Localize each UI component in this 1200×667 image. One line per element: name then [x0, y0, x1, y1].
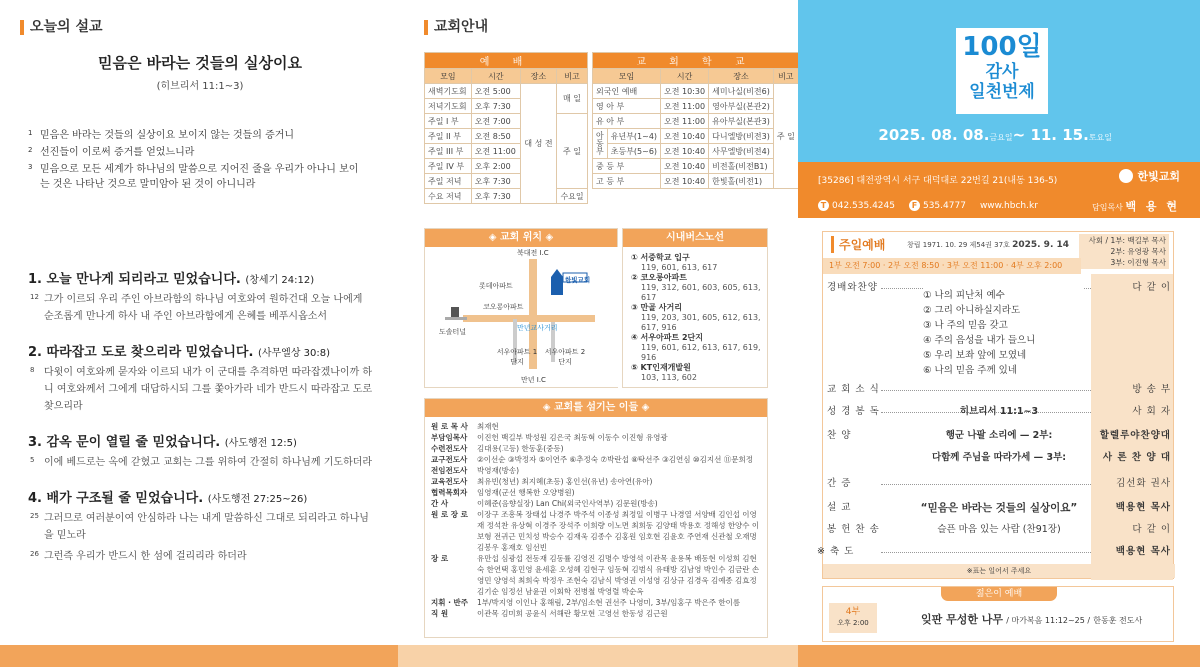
sermon-point: 4. 배가 구조될 줄 믿었습니다. (사도행전 27:25~26) 25 그러므로 여러분이여 안심하라 나는 내게 말씀하신 그대로 되리라고 하나님을 믿노라 26 그런즉 우리가 반드시 한 섬에 걸리리라 하더라 — [28, 491, 369, 562]
hero-line1: 100일 — [962, 32, 1042, 62]
order-row: 다함께 주님을 따라가세 — 3부: 사 론 찬 양 대 — [931, 452, 1171, 463]
youth-worship-box — [822, 586, 1174, 642]
sermon-point: 2. 따라잡고 도로 찾으리라 믿었습니다. (사무엘상 30:8) 8 다윗이 여호와께 묻자와 이르되 내가 이 군대를 추격하면 따라잡겠나이까 하니 여호와께서 그에게 대답하시되 그를 쫓아가라 네가 반드시 따라잡고 도로 찾으리라 — [28, 345, 373, 412]
hero-title-box — [956, 28, 1048, 114]
sermon-section-title: 오늘의 설교 — [20, 20, 103, 35]
sermon-ref: (히브리서 11:1~3) — [156, 81, 244, 92]
sermon-point: 3. 감옥 문이 열릴 줄 믿었습니다. (사도행전 12:5) 5 이에 베드로는 옥에 갇혔고 교회는 그를 위하여 간절히 하나님께 기도하더라 — [28, 435, 373, 468]
cover-panel — [798, 0, 1200, 667]
staff-list: 원 로 목 사 최재현 부담임목사 이진헌 백길부 박성원 김은국 최동혁 이동수 이진형 유영광 수련전도사 김대용(고등) 한동훈(중등) 교구전도사 ②이선순 ③박정자 ⑤이연주 ⑥추정숙 ⑦박란섭 ⑧탁선주 ③김연심 ⑩김지선 ⑪문희정 전임전도사 박영재(방송) 교육전도사 최유빈(청년) 최지혜(초등) 홍인선(유년) 송아연(유아) 협력목회자 임영재(군선 행복한 오양병원) 간 사 이혜준(음향실장) Lan Chi(외국인사역부) 김문원(방송) 원 로 장 로 이장구 조흥복 장태섭 나경주 박주석 이종성 최정일 이병구 나경열 서양배 김인섭 이영재 정석찬 유상혁 이경주 장석주 이희량 이노면 최희동 김양태 박용호 정해성 한양수 이보형 전귀근 민치성 박승수 김재욱 김종수 김홍원 임호현 김윤호 주연재 신관철 오재명 김봉우 홍재호 임선빈 장 로 유만섭 심광섭 전동재 김동률 김영진 김명수 방영석 이관목 윤용복 배동현 이성희 김현숙 한연택 홍민영 윤세훈 오성혜 김현구 임동혁 김범식 유태방 김남영 박인수 김금란 손영민 양영석 최희숙 박정우 조현숙 김남식 박영권 이성영 김상규 김경욱 김예종 김효정 김기순 임정선 남윤권 이회학 전병철 박영렬 박순옥 지휘 · 반주 1부/박지영 이인나 홍해림, 2부/임소현 권선주 나영미, 3부/임홍구 박은주 한이름 직 원 이관목 김미희 공윤식 서해란 황모현 고영선 한동성 김근원 — [431, 422, 760, 618]
bus-title: 시내버스노선 — [623, 229, 767, 247]
order-row: ※ 축 도 백용현 목사 — [817, 546, 1171, 557]
hero-line2: 감사 — [985, 62, 1019, 82]
sermon-point: 1. 오늘 만나게 되리라고 믿었습니다. (창세기 24:12) 12 그가 이르되 우리 주인 아브라함의 하나님 여호와여 원하건대 오늘 나에게 순조롭게 만나게 하사 내 주인 아브라함에게 은혜를 베푸시옵소서 — [28, 272, 363, 322]
worship-title: 주일예배 — [831, 236, 885, 253]
bus-list: ① 서중학교 입구 119, 601, 613, 617 ② 코오롱아파트 119, 312, 601, 603, 605, 613, 617 ③ 만골 사거리 119, 203, 301, 605, 612, 613, 617, 916 ④ 서우아파트 2단지 119, 601, 612, 613, 617, 619, 916 ⑤ KT인재개발원 103, 113, 602 — [631, 253, 761, 382]
hero-line3: 일천번제 — [969, 82, 1035, 102]
staff-title: ◈ 교회를 섬기는 이들 ◈ — [425, 399, 767, 417]
verse: 1 믿음은 바라는 것들의 실상이요 보이지 않는 것들의 증거니 — [28, 129, 295, 141]
youth-sermon: 잊판 무성한 나무 / 마가복음 11:12~25 / 한동훈 전도사 — [921, 613, 1143, 626]
order-row: 간 증 김선화 권사 — [827, 478, 1171, 489]
info-section-title: 교회안내 — [424, 20, 488, 35]
church-logo-icon — [1119, 169, 1133, 183]
website[interactable]: www.hbch.kr — [979, 200, 1038, 211]
verse-list — [28, 128, 368, 194]
map — [425, 247, 619, 387]
sermon-title: 믿음은 바라는 것들의 실상이요 — [97, 54, 303, 72]
phone-icon: T — [818, 200, 829, 211]
info-panel — [400, 0, 798, 667]
hero-banner — [798, 0, 1200, 162]
map-label-church: 한빛교회 — [565, 276, 591, 284]
school-table: 교 회 학 교 모임 시간 장소 비고 외국인 예배 오전 10:30 세미나실(비전6) 주 일 영 아 부 오전 11:00 영아부실(본관2) 유 아 부 오전 11:00 유아부실(본관3) 아동부 유년부(1~4) 오전 10:40 다니엘방(비전3) 초등부(5~6) 오전 10:40 사무엘방(비전4) 중 등 부 오전 10:40 비전홀(비전B1) 고 등 부 오전 10:40 한빛홀(비전1) — [592, 52, 799, 189]
order-row: 교 회 소 식 방 송 부 — [827, 384, 1171, 395]
verse: 2 선진들이 이로써 증거를 얻었느니라 — [28, 146, 195, 158]
map-label: 서우아파트 1단지 — [496, 348, 538, 366]
map-label: 서우아파트 2단지 — [544, 348, 586, 366]
staff-box — [424, 398, 768, 638]
worship-order-box — [817, 231, 1174, 579]
standing-note: ※표는 일어서 주세요 — [823, 564, 1175, 578]
sermon-panel — [0, 0, 400, 667]
contact-info: T 042.535.4245 F 535.4777 www.hbch.kr — [818, 200, 1038, 211]
senior-pastor: 담임목사 백 용 현 — [1091, 200, 1180, 213]
fax-icon: F — [909, 200, 920, 211]
map-label: 북대전 I.C — [517, 249, 549, 257]
address: [35286] 대전광역시 서구 대덕대로 22번길 21(내동 136-5) — [818, 176, 1058, 186]
bus-box — [622, 228, 768, 388]
youth-time: 4부 오후 2:00 — [829, 603, 877, 633]
worship-leaders: 사회 / 1부: 백길부 목사 2부: 유영광 목사 3부: 이진형 목사 — [1079, 234, 1169, 269]
order-row: 설 교 “믿음은 바라는 것들의 실상이요” 백용현 목사 — [827, 502, 1171, 514]
worship-table: 예 배 모임 시간 장소 비고 새벽기도회 오전 5:00 대 성 전 매 일 저녁기도회 오후 7:30 주일 I 부 오전 7:00 주 일 주일 II 부 오전 8:50 주일 III 부 오전 11:00 주일 IV 부 오후 2:00 주일 저녁 오후 7:30 수요 저녁 오후 7:30 수요일 — [424, 52, 588, 204]
praise-list: ① 나의 피난처 예수 ② 그리 아니하실지라도 ③ 나 주의 믿음 갖고 ④ 주의 음성을 내가 들으니 ⑤ 우리 보좌 앞에 모였네 ⑥ 나의 믿음 주께 있네 — [923, 288, 1083, 378]
location-box — [424, 228, 618, 388]
order-row: 경배와찬양 다 같 이 — [827, 282, 1171, 293]
worship-times: 1부 오전 7:00 · 2부 오전 8:50 · 3부 오전 11:00 · 4부 오후 2:00 — [823, 258, 1081, 274]
church-logo: 한빛교회 — [1119, 168, 1180, 184]
youth-badge: 젊은이 예배 — [941, 587, 1057, 601]
map-label: 롯데아파트 — [479, 282, 513, 290]
hero-date: 2025. 08. 08.금요일~ 11. 15.토요일 — [878, 126, 1112, 144]
location-title: ◈ 교회 위치 ◈ — [425, 229, 617, 247]
map-label: 만년 I.C — [521, 376, 546, 384]
order-row: 찬 양 행군 나팔 소리에 — 2부: 할렐루야찬양대 — [827, 430, 1171, 441]
church-info-bar — [798, 162, 1200, 218]
map-label: 도솔터널 — [439, 328, 467, 336]
map-label: 만년교사거리 — [517, 324, 558, 332]
worship-meta: 창립 1971. 10. 29 제54권 37호 2025. 9. 14 — [907, 240, 1070, 250]
order-row: 히브리서 11:1~3 성 경 봉 독 사 회 자 — [827, 406, 1171, 417]
map-label: 코오롱아파트 — [483, 303, 524, 311]
sermon-points — [28, 268, 373, 581]
footer-bar — [0, 645, 1200, 667]
verse: 3 믿음으로 모든 세계가 하나님의 말씀으로 지어진 줄을 우리가 아나니 보이는 것은 나타난 것으로 말미암아 된 것이 아니니라 — [28, 163, 359, 190]
order-row: 봉 헌 찬 송 슬픈 마음 있는 사람 (찬91장) 다 같 이 — [827, 524, 1171, 535]
